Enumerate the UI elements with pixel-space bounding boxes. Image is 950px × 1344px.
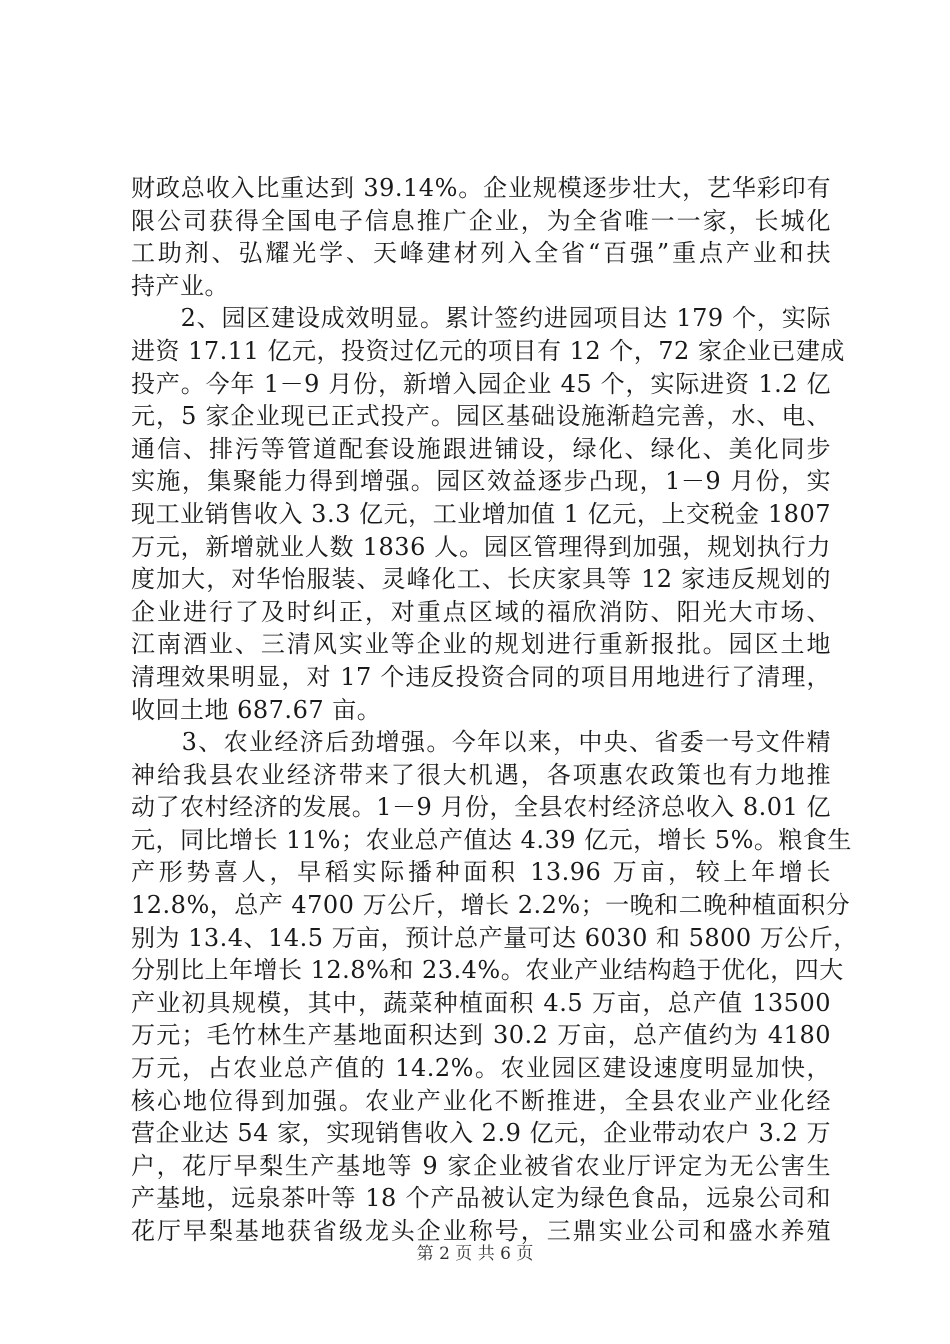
text-line: 财政总收入比重达到 39.14%。企业规模逐步壮大，艺华彩印有 [131,174,831,202]
text-line: 万元；毛竹林生产基地面积达到 30.2 万亩，总产值约为 4180 [131,1021,831,1050]
text-line: 通信、排污等管道配套设施跟进铺设，绿化、绿化、美化同步 [131,434,831,463]
text-line: 持产业。 [131,271,229,300]
text-line: 别为 13.4、14.5 万亩，预计总产量可达 6030 和 5800 万公斤， [131,923,858,952]
text-line: 现工业销售收入 3.3 亿元，工业增加值 1 亿元，上交税金 1807 [131,499,831,528]
text-line: 产基地，远泉茶叶等 18 个产品被认定为绿色食品，远泉公司和 [131,1184,831,1213]
text-line: 度加大，对华怡服装、灵峰化工、长庆家具等 12 家违反规划的 [131,565,831,594]
text-line: 产形势喜人，早稻实际播种面积 13.96 万亩，较上年增长 [131,858,831,887]
text-line: 3、农业经济后劲增强。今年以来，中央、省委一号文件精 [131,728,831,757]
text-line: 实施，集聚能力得到增强。园区效益逐步凸现，1－9 月份，实 [131,467,831,496]
text-line: 营企业达 54 家，实现销售收入 2.9 亿元，企业带动农户 3.2 万 [131,1119,831,1148]
text-line: 企业进行了及时纠正，对重点区域的福欣消防、阳光大市场、 [131,597,831,626]
text-line: 元，同比增长 11%；农业总产值达 4.39 亿元，增长 5%。粮食生 [131,825,852,854]
text-line: 进资 17.11 亿元，投资过亿元的项目有 12 个，72 家企业已建成 [131,336,845,365]
text-line: 清理效果明显，对 17 个违反投资合同的项目用地进行了清理， [131,662,831,691]
text-line: 万元，新增就业人数 1836 人。园区管理得到加强，规划执行力 [131,532,831,561]
text-line: 投产。今年 1－9 月份，新增入园企业 45 个，实际进资 1.2 亿 [131,369,831,398]
text-line: 2、园区建设成效明显。累计签约进园项目达 179 个，实际 [131,304,831,333]
text-line: 核心地位得到加强。农业产业化不断推进，全县农业产业化经 [131,1086,831,1115]
text-line: 元，5 家企业现已正式投产。园区基础设施渐趋完善，水、电、 [131,402,831,431]
text-line: 动了农村经济的发展。1－9 月份，全县农村经济总收入 8.01 亿 [131,793,831,822]
text-line: 江南酒业、三清风实业等企业的规划进行重新报批。园区土地 [131,630,831,659]
text-line: 神给我县农业经济带来了很大机遇，各项惠农政策也有力地推 [131,760,831,789]
text-line: 工助剂、弘耀光学、天峰建材列入全省“百强”重点产业和扶 [131,239,831,268]
text-line: 限公司获得全国电子信息推广企业，为全省唯一一家，长城化 [131,206,831,235]
document-body [131,172,858,1248]
text-line: 户，花厅早梨生产基地等 9 家企业被省农业厅评定为无公害生 [131,1151,831,1180]
text-line: 产业初具规模，其中，蔬菜种植面积 4.5 万亩，总产值 13500 [131,988,831,1017]
text-line: 12.8%，总产 4700 万公斤，增长 2.2%；一晚和二晚种植面积分 [131,891,851,920]
page-footer: 第 2 页 共 6 页 [416,1244,534,1264]
text-line: 花厅早梨基地获省级龙头企业称号，三鼎实业公司和盛水养殖 [131,1217,831,1245]
text-line: 万元，占农业总产值的 14.2%。农业园区建设速度明显加快， [131,1054,831,1083]
text-line: 分别比上年增长 12.8%和 23.4%。农业产业结构趋于优化，四大 [131,956,844,985]
text-line: 收回土地 687.67 亩。 [131,695,382,724]
